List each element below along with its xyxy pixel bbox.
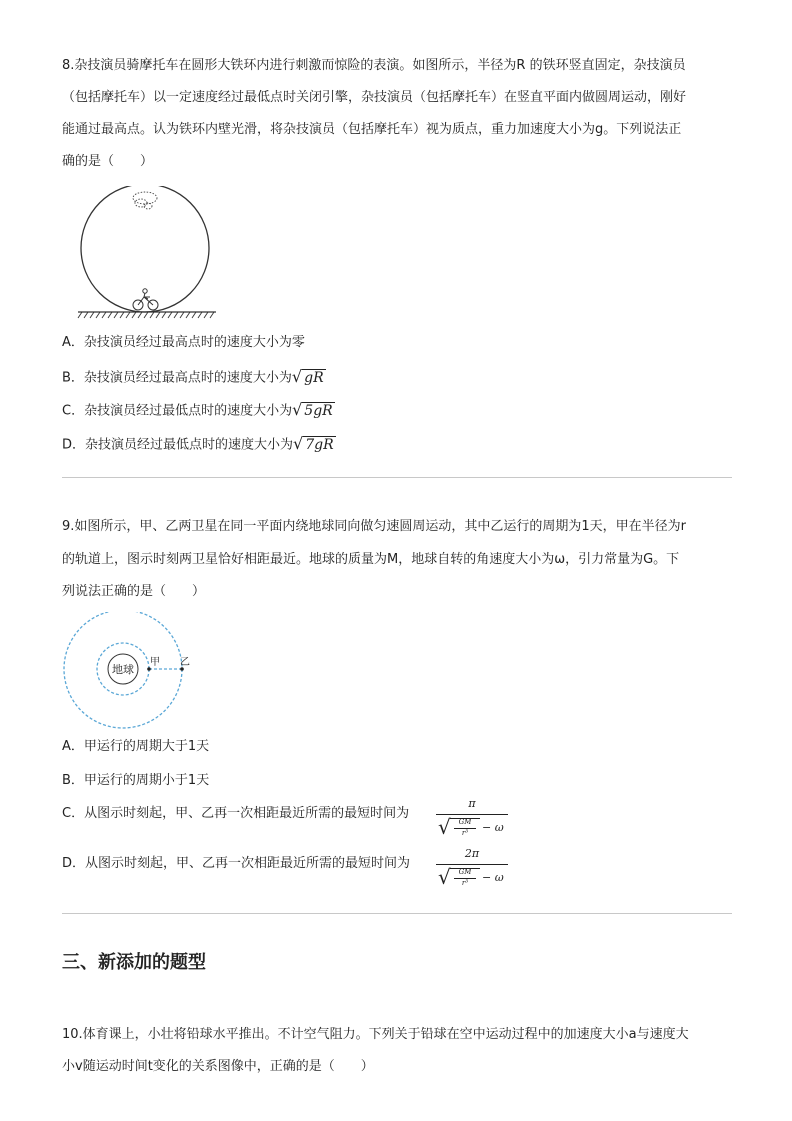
q9-option-c: C．从图示时刻起，甲、乙再一次相距最近所需的最短时间为	[62, 806, 410, 821]
q9-option-d: D．从图示时刻起，甲、乙再一次相距最近所需的最短时间为	[62, 856, 411, 871]
q8-loop-figure	[68, 186, 218, 324]
q8-option-a: A．杂技演员经过最高点时的速度大小为零	[62, 335, 305, 350]
q8-option-d-text: D．杂技演员经过最低点时的速度大小为	[62, 437, 294, 453]
q9-option-c-den-minus: − ω	[482, 821, 504, 834]
q8-option-b-math: gR	[304, 370, 324, 386]
q8-text-line-3: 能通过最高点。认为铁环内壁光滑，将杂技演员（包括摩托车）视为质点，重力加速度大小为g。下列说法正	[62, 122, 682, 137]
q8-option-d	[62, 436, 336, 454]
sat-a-label: 甲	[150, 657, 160, 668]
q9-option-c-den-top: GM	[458, 818, 472, 826]
q8-option-b	[62, 369, 326, 387]
q8-option-c-text: C．杂技演员经过最低点时的速度大小为	[62, 403, 293, 419]
q8-option-c-math: 5gR	[304, 403, 333, 419]
q8-option-d-sqrt: √ 7gR	[293, 434, 334, 453]
q8-option-b-text: B．杂技演员经过最高点时的速度大小为	[62, 370, 292, 386]
q9-option-b: B．甲运行的周期小于1天	[62, 773, 210, 788]
q9-option-d-numerator: 2π	[464, 847, 480, 860]
performer-top-icon	[133, 192, 157, 209]
q9-option-a: A．甲运行的周期大于1天	[62, 739, 210, 754]
q8-text-line-4: 确的是（ ）	[62, 154, 154, 169]
q8-option-d-math: 7gR	[305, 437, 334, 453]
bicycle-rider-icon	[133, 289, 158, 310]
sat-b-label: 乙	[180, 657, 190, 668]
q8-text-line-1: 8.杂技演员骑摩托车在圆形大铁环内进行刺激而惊险的表演。如图所示，半径为R 的铁环竖直固定，杂技演员	[62, 58, 686, 73]
q9-option-d-den-top: GM	[458, 868, 472, 876]
divider-2	[62, 913, 732, 914]
q9-text-line-2: 的轨道上，图示时刻两卫星恰好相距最近。地球的质量为M，地球自转的角速度大小为ω，引力常量为G。下	[62, 552, 680, 567]
section-3-title: 三、新添加的题型	[62, 952, 206, 973]
ground-hatching	[78, 312, 214, 318]
q8-option-c	[62, 402, 335, 420]
q8-option-c-sqrt: √ 5gR	[292, 400, 333, 419]
q8-option-b-sqrt: √ gR	[291, 367, 324, 386]
earth-label: 地球	[112, 663, 134, 676]
q10-text-line-2: 小v随运动时间t变化的关系图像中，正确的是（ ）	[62, 1059, 374, 1074]
q9-option-c-fraction: π √ GM r³ − ω	[436, 797, 508, 841]
q9-text-line-1: 9.如图所示，甲、乙两卫星在同一平面内绕地球同向做匀速圆周运动，其中乙运行的周期为1天，甲在半径为r	[62, 519, 687, 534]
q9-option-d-fraction: 2π √ GM r³ − ω	[436, 847, 508, 891]
q9-option-c-den-bot: r³	[461, 829, 469, 837]
q10-text-line-1: 10.体育课上，小壮将铅球水平推出。不计空气阻力。下列关于铅球在空中运动过程中的加速度大小a与速度大	[62, 1027, 689, 1042]
q8-text-line-2: （包括摩托车）以一定速度经过最低点时关闭引擎，杂技演员（包括摩托车）在竖直平面内做圆周运动，刚好	[62, 90, 687, 105]
q9-option-d-den-bot: r³	[461, 879, 469, 887]
q9-option-c-numerator: π	[468, 797, 476, 810]
q9-text-line-3: 列说法正确的是（ ）	[62, 584, 206, 599]
q9-option-d-den-minus: − ω	[482, 871, 504, 884]
divider-1	[62, 477, 732, 478]
q9-orbit-figure	[60, 612, 192, 730]
